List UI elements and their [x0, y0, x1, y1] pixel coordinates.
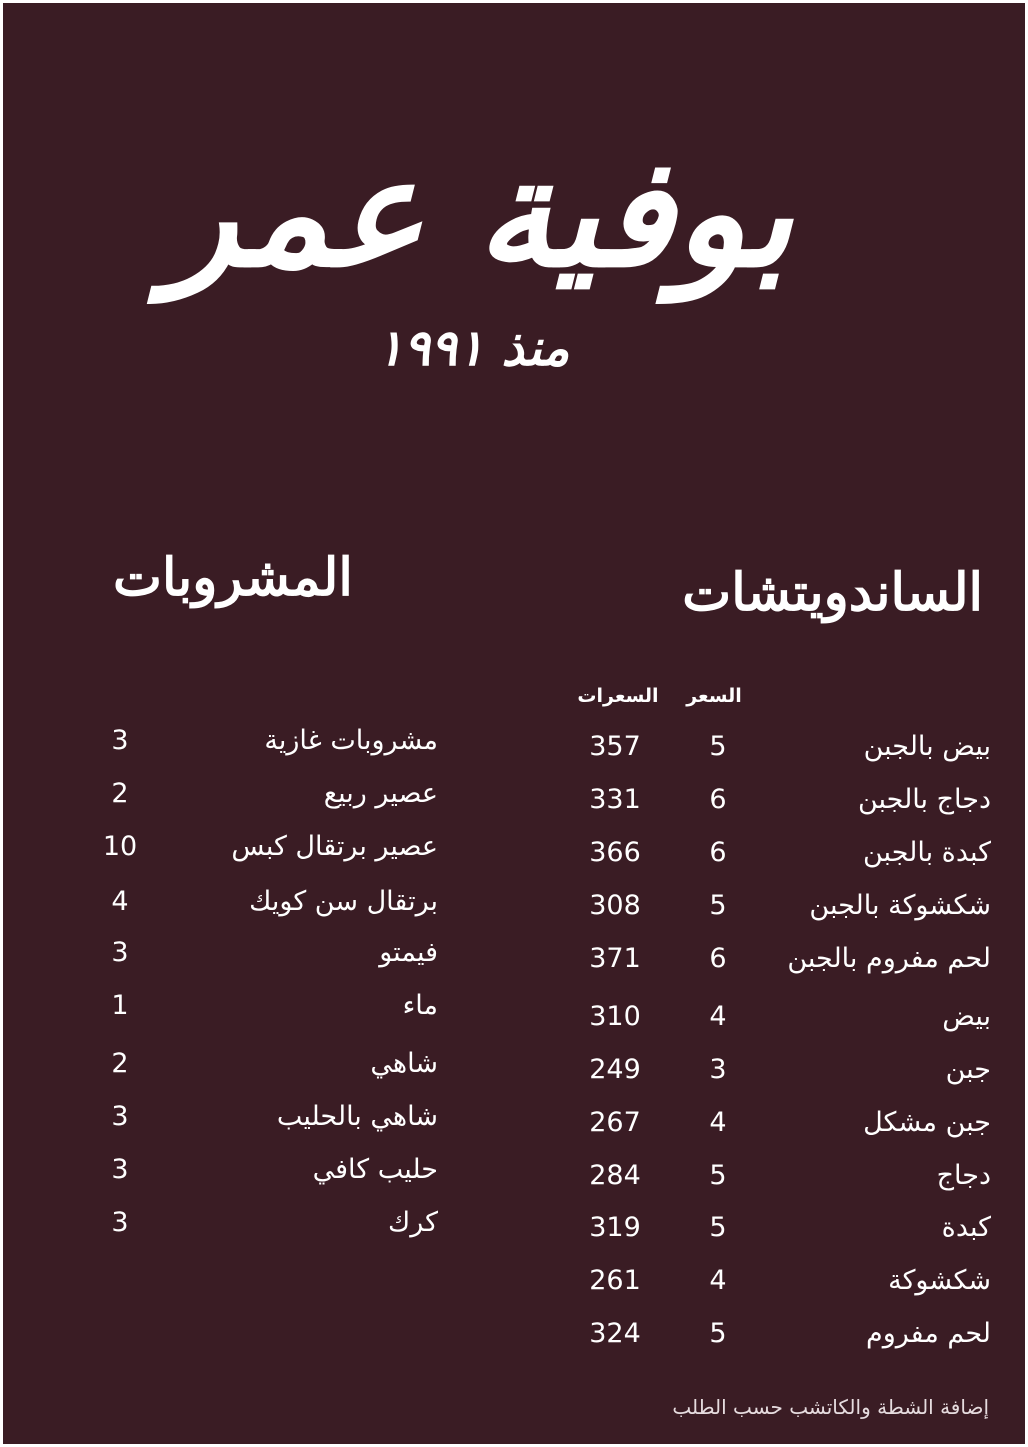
sandwich-price: 6 — [709, 784, 727, 815]
sandwich-row — [563, 833, 991, 873]
drink-price: 2 — [111, 778, 129, 809]
drink-row — [93, 721, 438, 761]
drink-name: عصير ربيع — [323, 778, 438, 809]
logo-name: بوفية عمر — [165, 125, 793, 301]
drink-name: ماء — [402, 990, 438, 1021]
drink-row — [93, 882, 438, 922]
sandwich-calories: 284 — [589, 1160, 641, 1191]
drink-name: شاهي بالحليب — [276, 1101, 438, 1132]
restaurant-logo — [165, 118, 793, 408]
drink-name: فيمتو — [379, 937, 438, 968]
sandwich-row — [563, 997, 991, 1037]
sandwich-row — [563, 780, 991, 820]
sandwich-price: 6 — [709, 837, 727, 868]
drink-row — [93, 827, 438, 867]
drink-name: مشروبات غازية — [264, 725, 438, 756]
sandwich-price: 4 — [709, 1001, 727, 1032]
sandwich-calories: 357 — [589, 731, 641, 762]
logo-since-year: منذ ١٩٩١ — [376, 318, 570, 377]
sandwich-price: 3 — [709, 1054, 727, 1085]
sandwich-name: شكشوكة — [888, 1265, 991, 1296]
sandwich-calories: 310 — [589, 1001, 641, 1032]
drink-name: كرك — [387, 1207, 438, 1238]
sandwich-row — [563, 886, 991, 926]
drink-row — [93, 986, 438, 1026]
sandwich-price: 6 — [709, 943, 727, 974]
sandwich-calories: 319 — [589, 1212, 641, 1243]
sandwich-name: كبدة — [941, 1212, 991, 1243]
calories-column-header: السعرات — [577, 685, 659, 707]
sandwich-row — [563, 1208, 991, 1248]
drink-price: 3 — [111, 937, 129, 968]
sandwich-calories: 331 — [589, 784, 641, 815]
drink-row — [93, 1044, 438, 1084]
sandwich-row — [563, 727, 991, 767]
drink-row — [93, 1203, 438, 1243]
menu-page — [3, 3, 1025, 1444]
sandwich-calories: 249 — [589, 1054, 641, 1085]
drink-row — [93, 933, 438, 973]
drink-price: 3 — [111, 1101, 129, 1132]
sandwich-price: 5 — [709, 1212, 727, 1243]
sandwich-name: كبدة بالجبن — [863, 837, 991, 868]
sandwich-name: بيض بالجبن — [863, 731, 991, 762]
sandwich-price: 5 — [709, 1318, 727, 1349]
drink-row — [93, 1150, 438, 1190]
drinks-title: المشروبات — [113, 547, 353, 608]
drink-name: عصير برتقال كبس — [231, 831, 438, 862]
drink-name: برتقال سن كويك — [249, 886, 438, 917]
sandwiches-title: الساندويتشات — [682, 562, 983, 623]
sandwich-calories: 366 — [589, 837, 641, 868]
sandwich-calories: 308 — [589, 890, 641, 921]
footer-note: إضافة الشطة والكاتشب حسب الطلب — [672, 1395, 989, 1419]
sandwich-row — [563, 1261, 991, 1301]
sandwich-price: 4 — [709, 1107, 727, 1138]
sandwich-name: بيض — [942, 1001, 991, 1032]
sandwich-row — [563, 1156, 991, 1196]
sandwich-price: 5 — [709, 890, 727, 921]
sandwich-name: شكشوكة بالجبن — [809, 890, 991, 921]
sandwich-row — [563, 1314, 991, 1354]
sandwich-price: 5 — [709, 731, 727, 762]
drink-price: 3 — [111, 1207, 129, 1238]
price-column-header: السعر — [686, 685, 742, 707]
sandwich-row — [563, 1050, 991, 1090]
sandwich-name: جبن مشكل — [863, 1107, 991, 1138]
sandwich-row — [563, 939, 991, 979]
sandwich-calories: 261 — [589, 1265, 641, 1296]
sandwich-name: دجاج بالجبن — [857, 784, 991, 815]
drink-price: 3 — [111, 725, 129, 756]
sandwich-calories: 371 — [589, 943, 641, 974]
sandwich-name: لحم مفروم — [866, 1318, 991, 1349]
sandwich-row — [563, 1103, 991, 1143]
drink-name: شاهي — [370, 1048, 438, 1079]
drink-price: 1 — [111, 990, 129, 1021]
drink-row — [93, 1097, 438, 1137]
sandwich-price: 5 — [709, 1160, 727, 1191]
sandwich-calories: 267 — [589, 1107, 641, 1138]
sandwich-name: جبن — [945, 1054, 991, 1085]
sandwich-calories: 324 — [589, 1318, 641, 1349]
drink-price: 4 — [111, 886, 129, 917]
drink-name: حليب كافي — [312, 1154, 438, 1185]
sandwich-price: 4 — [709, 1265, 727, 1296]
sandwich-name: لحم مفروم بالجبن — [787, 943, 991, 974]
sandwich-name: دجاج — [936, 1160, 991, 1191]
drink-price: 3 — [111, 1154, 129, 1185]
drink-row — [93, 774, 438, 814]
drink-price: 2 — [111, 1048, 129, 1079]
drink-price: 10 — [102, 831, 138, 862]
